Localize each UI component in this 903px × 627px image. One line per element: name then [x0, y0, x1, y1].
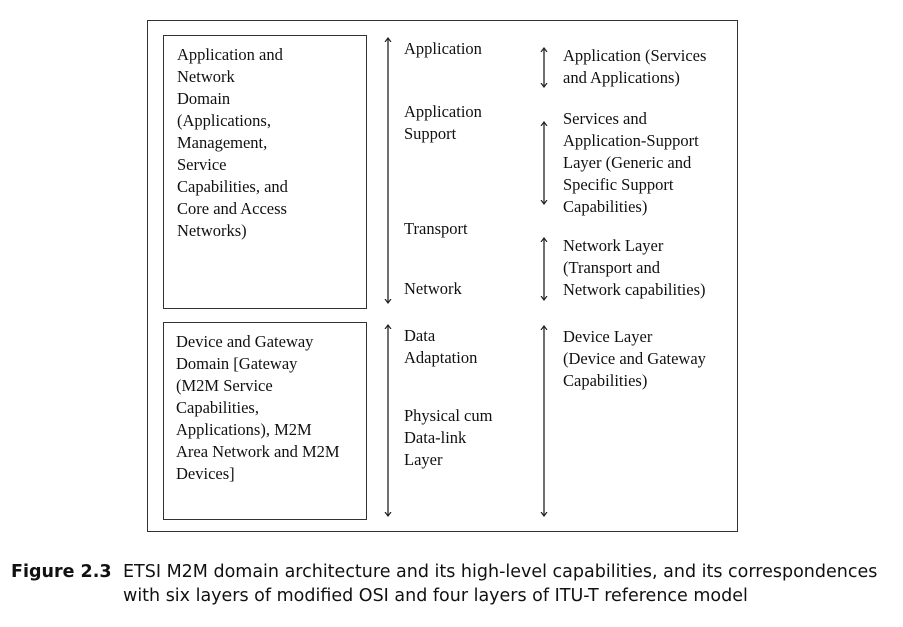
osi-layer-physical-datalink: Physical cum Data-link Layer [404, 406, 493, 469]
osi-layer-application-support: Application Support [404, 102, 482, 143]
osi-layer-application: Application [404, 39, 482, 58]
application-network-domain-text: Application and Network Domain (Applications, Management, Service Capabilities, and Core and Access Networks) [177, 45, 288, 240]
osi-layer-network: Network [404, 279, 462, 298]
figure-caption-label: Figure 2.3 [11, 562, 112, 582]
figure-caption-text: ETSI M2M domain architecture and its high-level capabilities, and its correspondences with six layers of modified OSI and four layers of ITU-T reference model [123, 562, 878, 606]
osi-layer-data-adaptation: Data Adaptation [404, 326, 478, 367]
itut-layer-application: Application (Services and Applications) [563, 46, 707, 87]
itut-layer-device: Device Layer (Device and Gateway Capabilities) [563, 327, 706, 390]
osi-layer-transport: Transport [404, 219, 468, 238]
device-gateway-domain-text: Device and Gateway Domain [Gateway (M2M Service Capabilities, Applications), M2M Area Network and M2M Devices] [176, 332, 340, 483]
itut-layer-services-support: Services and Application-Support Layer (Generic and Specific Support Capabilities) [563, 109, 699, 216]
itut-layer-network: Network Layer (Transport and Network capabilities) [563, 236, 706, 299]
